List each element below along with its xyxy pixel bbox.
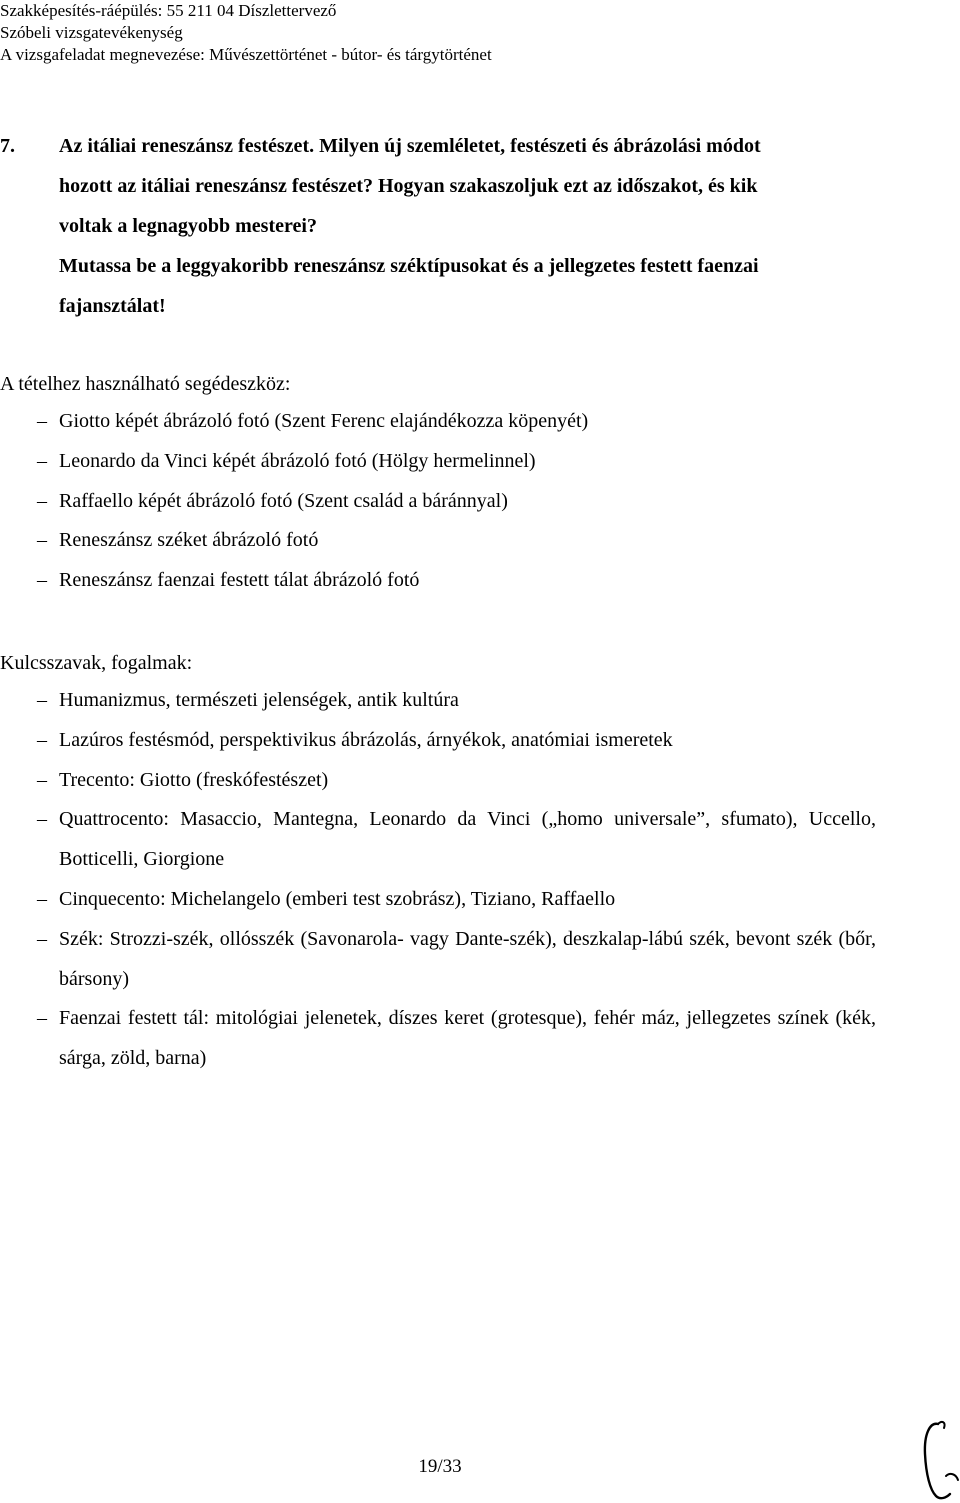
list-item [0, 800, 876, 880]
question-line: Mutassa be a leggyakoribb reneszánsz széktípusokat és a jellegzetes festett faenzai [59, 255, 759, 277]
list-item [0, 482, 900, 522]
list-item [0, 402, 900, 442]
keywords-title: Kulcsszavak, fogalmak: [0, 652, 193, 674]
signature-mark [916, 1416, 960, 1503]
page-number: 19/33 [418, 1456, 462, 1477]
dash-bullet: – [37, 808, 47, 831]
tools-title: A tételhez használható segédeszköz: [0, 373, 291, 395]
dash-bullet: – [37, 768, 47, 791]
header-qualification: Szakképesítés-ráépülés: 55 211 04 Díszlettervező [0, 1, 337, 20]
question-line: voltak a legnagyobb mesterei? [59, 215, 317, 237]
list-item-text: Raffaello képét ábrázoló fotó (Szent család a báránnyal) [59, 489, 508, 512]
list-item [0, 442, 900, 482]
document-header [0, 0, 492, 66]
question-number: 7. [0, 135, 15, 157]
list-item-text: Faenzai festett tál: mitológiai jelenetek, díszes keret (grotesque), fehér máz, jellegzetes színek (kék, sárga, zöld, barna) [59, 1007, 876, 1070]
list-item-text: Quattrocento: Masaccio, Mantegna, Leonardo da Vinci („homo universale”, sfumato), Uccello, Botticelli, Giorgione [59, 808, 876, 871]
dash-bullet: – [37, 410, 47, 432]
dash-bullet: – [37, 927, 47, 950]
question-line: fajansztálat! [59, 295, 166, 317]
dash-bullet: – [37, 529, 47, 552]
list-item-text: Giotto képét ábrázoló fotó (Szent Ferenc elajándékozza köpenyét) [59, 410, 589, 432]
list-item [0, 880, 900, 920]
question-line: Az itáliai reneszánsz festészet. Milyen új szemléletet, festészeti és ábrázolási módot [59, 135, 761, 157]
question-line: hozott az itáliai reneszánsz festészet? Hogyan szakaszoljuk ezt az időszakot, és kik [59, 175, 758, 197]
dash-bullet: – [37, 569, 47, 592]
list-item-text: Szék: Strozzi-szék, ollósszék (Savonarola- vagy Dante-szék), deszkalap-lábú szék, bevont szék (bőr, bársony) [59, 927, 876, 990]
list-item [0, 681, 900, 721]
list-item-text: Reneszánsz széket ábrázoló fotó [59, 529, 319, 552]
dash-bullet: – [37, 449, 47, 472]
question-text [59, 126, 880, 326]
list-item-text: Cinquecento: Michelangelo (emberi test szobrász), Tiziano, Raffaello [59, 887, 616, 910]
list-item-text: Leonardo da Vinci képét ábrázoló fotó (Hölgy hermelinnel) [59, 449, 536, 472]
dash-bullet: – [37, 489, 47, 512]
exam-question [0, 126, 880, 326]
list-item-text: Reneszánsz faenzai festett tálat ábrázoló fotó [59, 569, 420, 592]
keywords-section [0, 645, 900, 1079]
dash-bullet: – [37, 1007, 47, 1030]
dash-bullet: – [37, 689, 47, 711]
list-item [0, 920, 876, 1000]
header-task-name: A vizsgafeladat megnevezése: Művészettörténet - bútor- és tárgytörténet [0, 45, 492, 64]
list-item [0, 521, 900, 561]
list-item-text: Humanizmus, természeti jelenségek, antik kultúra [59, 689, 459, 711]
list-item [0, 561, 900, 601]
tools-list [0, 402, 900, 601]
list-item [0, 721, 900, 761]
header-activity: Szóbeli vizsgatevékenység [0, 23, 183, 42]
list-item-text: Lazúros festésmód, perspektivikus ábrázolás, árnyékok, anatómiai ismeretek [59, 728, 673, 751]
dash-bullet: – [37, 728, 47, 751]
dash-bullet: – [37, 887, 47, 910]
keywords-list [0, 681, 900, 1079]
list-item [0, 761, 900, 801]
list-item-text: Trecento: Giotto (freskófestészet) [59, 768, 329, 791]
tools-section [0, 366, 900, 601]
list-item [0, 999, 876, 1079]
